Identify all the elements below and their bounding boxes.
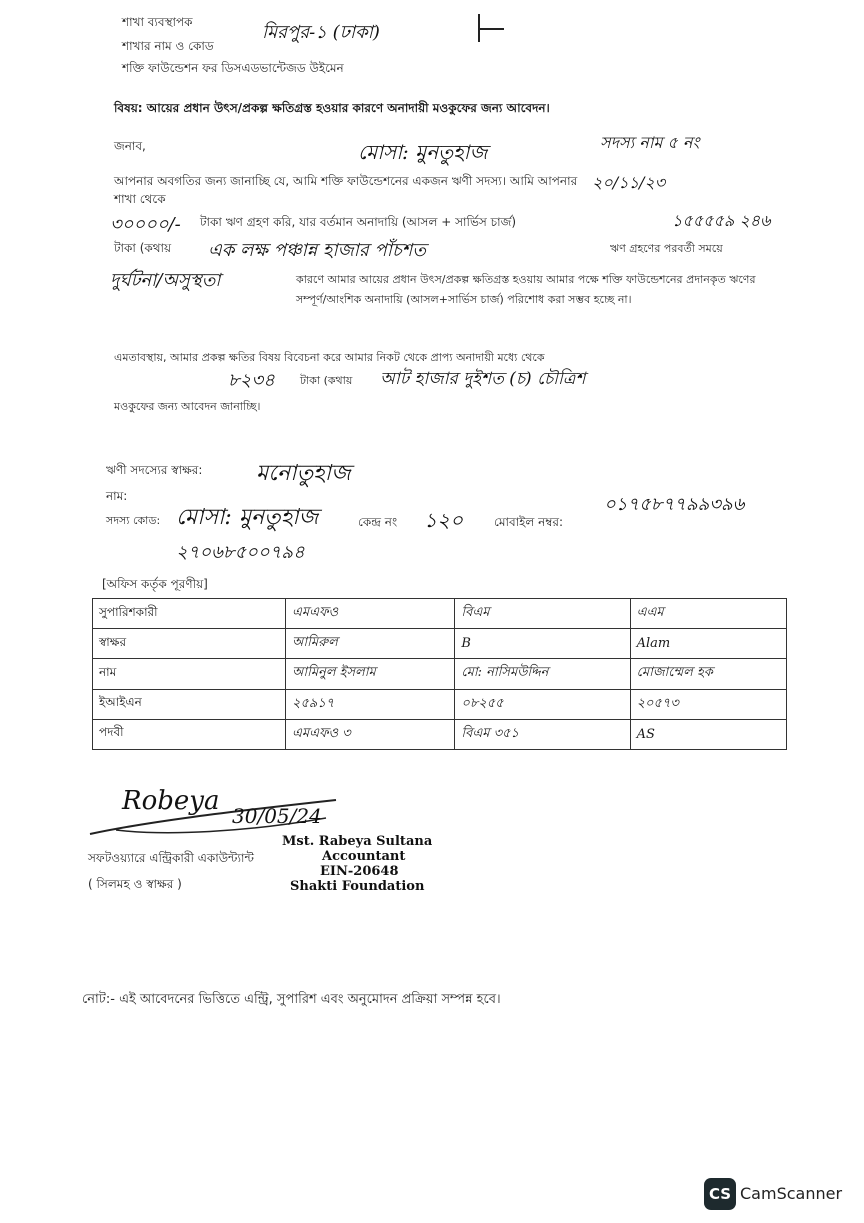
center-handwritten: ১২০: [424, 508, 463, 532]
table-cell: B: [455, 629, 630, 659]
header-line-3: শক্তি ফাউন্ডেশন ফর ডিসএডভান্টেজড উইমেন: [122, 61, 344, 75]
table-row: [93, 599, 787, 629]
body-p3: টাকা (কথায়: [114, 241, 172, 255]
waiver-amount-handwritten: ৮২৩৪: [228, 370, 275, 391]
table-row: [93, 689, 787, 719]
table-cell: ০৮২৫৫: [455, 689, 630, 719]
accountant-signature: Robeya: [122, 786, 220, 816]
salutation: জনাব,: [114, 139, 146, 153]
body-p2: টাকা ঋণ গ্রহণ করি, যার বর্তমান অনাদায়ি (আসল + সার্ভিস চার্জ): [200, 215, 516, 229]
table-cell: ২০৫৭৩: [630, 689, 786, 719]
table-cell: মো: নাসিমউদ্দিন: [455, 659, 630, 689]
accountant-label-1: সফটওয়্যারে এন্ট্রিকারী একাউন্ট্যান্ট: [88, 851, 254, 865]
member-sig-label: ঋণী সদস্যের স্বাক্ষর:: [106, 463, 203, 477]
stamp-org: Shakti Foundation: [290, 879, 425, 894]
member-code-handwritten: সদস্য নাম ৫ নং: [600, 133, 700, 152]
table-cell: ২৫৯১৭: [286, 689, 455, 719]
row-label: সুপারিশকারী: [93, 599, 286, 629]
row-label: পদবী: [93, 719, 286, 749]
branch-name-handwritten: মিরপুর-১ (ঢাকা): [262, 22, 380, 43]
stamp-title: Accountant: [322, 849, 406, 864]
table-row: [93, 659, 787, 689]
body-p5: কারণে আমার আয়ের প্রধান উৎস/প্রকল্প ক্ষতিগ্রস্ত হওয়ায় আমার পক্ষে শক্তি ফাউন্ডেশনের প্রদানকৃত ঋণের সম্পূর্ণ/আংশিক অনাদায়ি (আসল+সার্ভিস চার্জ) পরিশোধ করা সম্ভব হচ্ছে না।: [296, 273, 756, 306]
table-cell: মোজাম্মেল হক: [630, 659, 786, 689]
table-cell: AS: [630, 719, 786, 749]
recommendation-table: [92, 598, 787, 750]
member-name-label: নাম:: [106, 489, 128, 503]
outstanding-handwritten: ১৫৫৫৫৯ ২৪৬: [672, 211, 771, 230]
subject: বিষয়: আয়ের প্রধান উৎস/প্রকল্প ক্ষতিগ্রস্ত হওয়ার কারণে অনাদায়ী মওকুফের জন্য আবেদন।: [114, 101, 550, 115]
table-row: [93, 719, 787, 749]
amount-handwritten: ৩০০০০/-: [110, 214, 181, 235]
body-p1: আপনার অবগতির জন্য জানাচ্ছি যে, আমি শক্তি ফাউন্ডেশনের একজন ঋণী সদস্য। আমি আপনার শাখা থেকে: [114, 174, 578, 206]
reason-handwritten: দুর্ঘটনা/অসুস্থতা: [110, 270, 221, 291]
camscanner-label: CamScanner: [740, 1184, 843, 1203]
waiver-words-handwritten: আট হাজার দুইশত (চ) চৌত্রিশ: [380, 369, 586, 389]
mobile-handwritten: ০১৭৫৮৭৭৯৯৩৯৬: [604, 494, 745, 515]
table-cell: আমিরুল: [286, 629, 455, 659]
column-header: এমএফও: [286, 599, 455, 629]
header-line-2: শাখার নাম ও কোড: [122, 39, 214, 53]
body-p4: ঋণ গ্রহণের পরবর্তী সময়ে: [610, 242, 723, 255]
table-row: [93, 629, 787, 659]
table-cell: বিএম ৩৫১: [455, 719, 630, 749]
row-label: ইআইএন: [93, 689, 286, 719]
accountant-stamp: [282, 834, 432, 894]
extra-number-handwritten: ২৭০৬৮৫০০৭৯৪: [176, 542, 305, 563]
member-handwritten: মোসা: মুনতুহাজ: [176, 505, 319, 530]
row-label: স্বাক্ষর: [93, 629, 286, 659]
office-use-label: [অফিস কর্তৃক পূরণীয়]: [102, 577, 208, 591]
column-header: বিএম: [455, 599, 630, 629]
note: নোট:- এই আবেদনের ভিত্তিতে এন্ট্রি, সুপারিশ এবং অনুমোদন প্রক্রিয়া সম্পন্ন হবে।: [82, 992, 501, 1007]
body-p8: মওকুফের জন্য আবেদন জানাচ্ছি।: [114, 400, 261, 413]
header-line-1: শাখা ব্যবস্থাপক: [122, 15, 193, 29]
stamp-name: Mst. Rabeya Sultana: [282, 834, 433, 849]
table-cell: এমএফও ৩: [286, 719, 455, 749]
mobile-label: মোবাইল নম্বর:: [494, 515, 564, 529]
member-code-label: সদস্য কোড:: [106, 514, 161, 527]
member-name-handwritten: মোসা: মুনতুহাজ: [358, 140, 488, 164]
row-label: নাম: [93, 659, 286, 689]
handwritten-stroke: [478, 28, 504, 30]
words-handwritten: এক লক্ষ পঞ্চান্ন হাজার পাঁচশত: [208, 240, 426, 261]
accountant-label-2: ( সিলমহ ও স্বাক্ষর ): [88, 877, 182, 891]
date-handwritten: ২০/১১/২৩: [592, 173, 666, 192]
column-header: এএম: [630, 599, 786, 629]
body-p7: টাকা (কথায়: [300, 374, 353, 387]
stamp-ein: EIN-20648: [320, 864, 399, 879]
table-cell: আমিনুল ইসলাম: [286, 659, 455, 689]
center-label: কেন্দ্র নং: [358, 515, 398, 529]
camscanner-logo-icon: CS: [704, 1178, 736, 1210]
body-p6: এমতাবস্থায়, আমার প্রকল্প ক্ষতির বিষয় বিবেচনা করে আমার নিকট থেকে প্রাপ্য অনাদায়ী মধ্যে থেকে: [114, 351, 545, 364]
table-cell: Alam: [630, 629, 786, 659]
member-sig-handwritten: মনোতুহাজ: [256, 461, 351, 486]
accountant-date: 30/05/24: [232, 804, 322, 828]
